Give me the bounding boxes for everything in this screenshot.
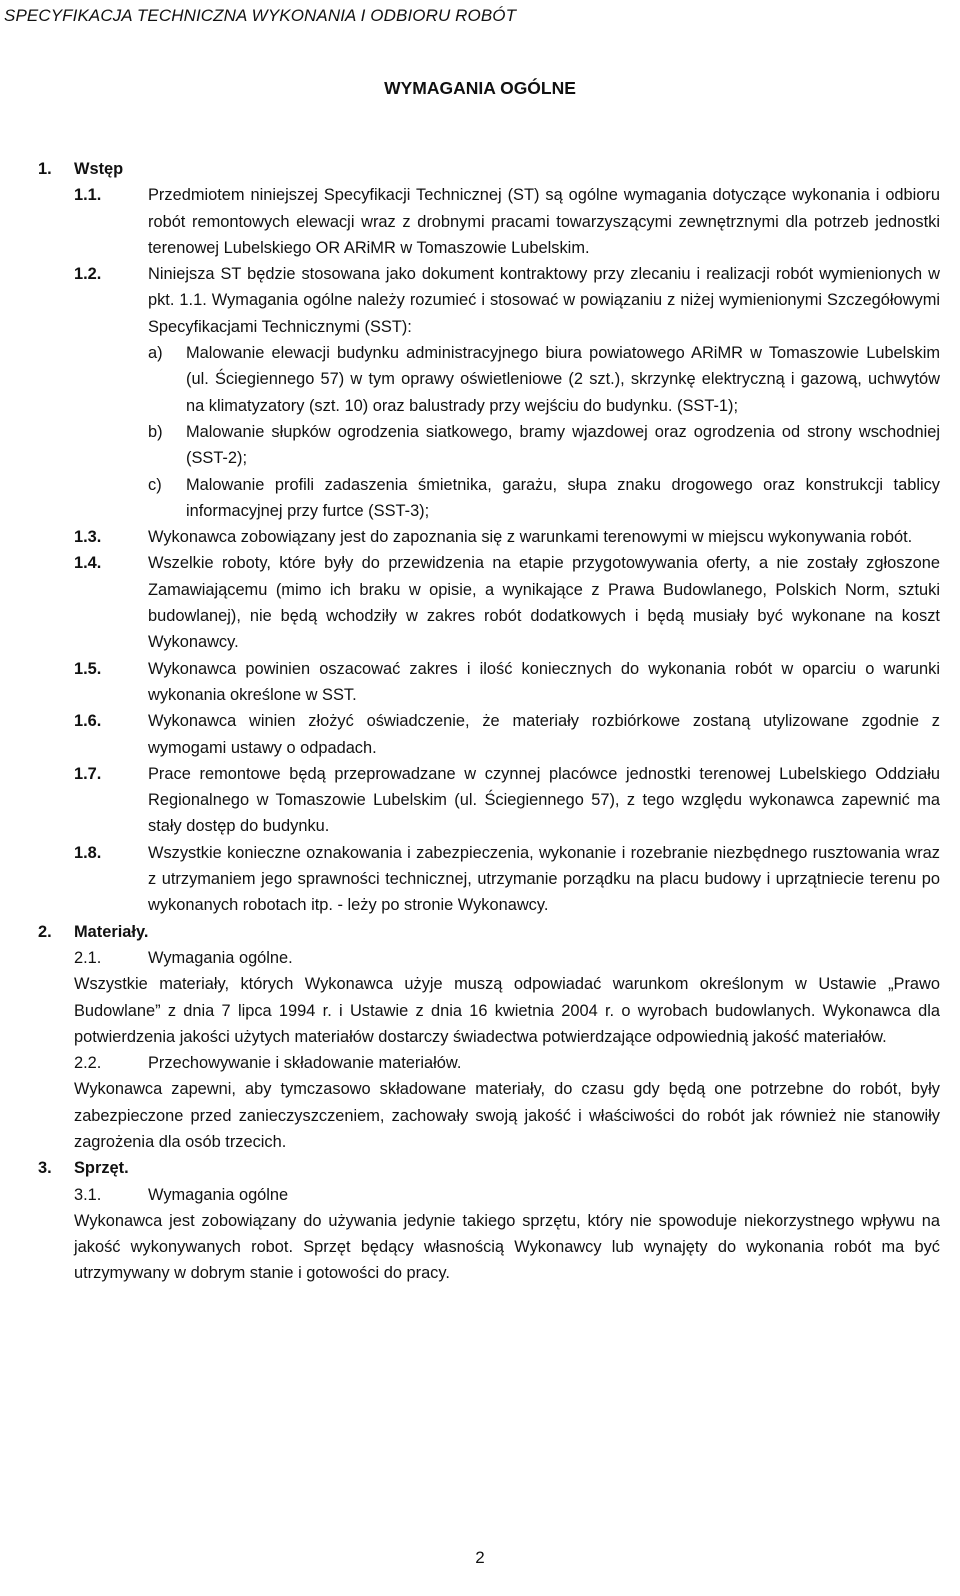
item-number: 1.4.: [74, 554, 102, 573]
section-number: 1.: [38, 160, 52, 178]
item-1-2: [74, 261, 940, 340]
list-item-a: [74, 340, 940, 419]
item-text: Wszelkie roboty, które były do przewidzenia na etapie przygotowywania oferty, a nie zostały zgłoszone Zamawiającemu (mimo ich braku w opisie, a wynikające z Prawa Budowlanego, Polskich Norm, sztuki budowlanej), nie będą wchodziły w zakres robót dodatkowych i będą musiały być wykonane na koszt Wykonawcy.: [148, 554, 940, 652]
section-heading-1: [38, 156, 940, 182]
subheading-number: 3.1.: [74, 1185, 102, 1204]
paragraph-3-1: Wykonawca jest zobowiązany do używania jedynie takiego sprzętu, który nie spowoduje niekorzystnego wpływu na jakość wykonywanych robot. Sprzęt będący własnością Wykonawcy lub wynajęty do wykonania robót ma być utrzymywany w dobrym stanie i gotowości do pracy.: [74, 1211, 940, 1283]
item-1-8: [74, 840, 940, 919]
list-label: c): [148, 475, 162, 494]
section-number: 2.: [38, 922, 52, 941]
subheading-number: 2.2.: [74, 1054, 102, 1073]
document-body: [38, 156, 940, 1287]
item-number: 1.3.: [74, 528, 102, 547]
item-number: 1.2.: [74, 265, 102, 284]
item-text: Wykonawca zobowiązany jest do zapoznania się z warunkami terenowymi w miejscu wykonywania robót.: [148, 528, 913, 547]
list-text: Malowanie elewacji budynku administracyjnego biura powiatowego ARiMR w Tomaszowie Lubelskim (ul. Ściegiennego 57) w tym oprawy oświetleniowe (2 szt.), skrzynkę elektryczną i gazową, uchwytów na klimatyzatory (szt. 10) oraz balustrady przy wejściu do budynku. (SST-1);: [186, 344, 940, 415]
page-title: WYMAGANIA OGÓLNE: [384, 78, 576, 98]
item-1-7: [74, 761, 940, 840]
section-number: 3.: [38, 1159, 52, 1178]
item-number: 1.8.: [74, 843, 102, 862]
paragraph-2-1: Wszystkie materiały, których Wykonawca użyje muszą odpowiadać warunkom określonym w Ustawie „Prawo Budowlane” z dnia 7 lipca 1994 r. i Ustawie z dnia 16 kwietnia 2004 r. o wyrobach budowlanych. Wykonawca dla potwierdzenia jakości użytych materiałów dostarczy świadectwa potwierdzające odpowiednią jakość materiałów.: [74, 975, 940, 1046]
item-1-3: [74, 524, 940, 550]
item-number: 1.5.: [74, 659, 102, 678]
item-number: 1.7.: [74, 764, 102, 783]
item-text: Przedmiotem niniejszej Specyfikacji Technicznej (ST) są ogólne wymagania dotyczące wykonania i odbioru robót remontowych elewacji wraz z drobnymi pracami towarzyszącymi zewnętrznymi dla potrzeb jednostki terenowej Lubelskiego OR ARiMR w Tomaszowie Lubelskim.: [148, 186, 940, 257]
section-heading-2: [38, 919, 940, 945]
subheading-text: Wymagania ogólne: [148, 1185, 289, 1204]
section-title: Wstęp: [74, 160, 124, 178]
page-number: 2: [475, 1548, 485, 1567]
item-1-1: [74, 182, 940, 261]
list-item-b: [74, 419, 940, 472]
subheading-3-1: [74, 1182, 940, 1208]
subheading-number: 2.1.: [74, 948, 102, 967]
list-text: Malowanie słupków ogrodzenia siatkowego, bramy wjazdowej oraz ogrodzenia od strony wschodniej (SST-2);: [186, 422, 940, 468]
running-header: SPECYFIKACJA TECHNICZNA WYKONANIA I ODBIORU ROBÓT: [4, 6, 517, 25]
list-item-c: [74, 472, 940, 525]
list-label: b): [148, 422, 163, 441]
subheading-text: Wymagania ogólne.: [148, 948, 293, 967]
section-title: Sprzęt.: [74, 1159, 129, 1178]
item-text: Wykonawca winien złożyć oświadczenie, że materiały rozbiórkowe zostaną utylizowane zgodnie z wymogami ustawy o odpadach.: [148, 712, 940, 757]
section-title: Materiały.: [74, 922, 149, 941]
list-label: a): [148, 344, 163, 363]
item-text: Wszystkie konieczne oznakowania i zabezpieczenia, wykonanie i rozebranie niezbędnego rusztowania wraz z utrzymaniem jego sprawności technicznej, utrzymanie porządku na placu budowy i uprzątniecie terenu po wykonanych robotach itp. - leży po stronie Wykonawcy.: [148, 843, 940, 915]
item-1-4: [74, 550, 940, 655]
list-text: Malowanie profili zadaszenia śmietnika, garażu, słupa znaku drogowego oraz konstrukcji tablicy informacyjnej przy furtce (SST-3);: [186, 475, 940, 520]
subheading-2-2: [74, 1050, 940, 1076]
subheading-2-1: [74, 945, 940, 971]
subheading-text: Przechowywanie i składowanie materiałów.: [148, 1054, 462, 1073]
paragraph-2-2: Wykonawca zapewni, aby tymczasowo składowane materiały, do czasu gdy będą one potrzebne do robót, były zabezpieczone przed zanieczyszczeniem, zachowały swoją jakość i właściwości do robót jak również nie stanowiły zagrożenia dla osób trzecich.: [74, 1080, 940, 1151]
item-number: 1.1.: [74, 186, 102, 205]
item-1-6: [74, 708, 940, 761]
item-number: 1.6.: [74, 712, 102, 731]
item-text: Wykonawca powinien oszacować zakres i ilość koniecznych do wykonania robót w oparciu o warunki wykonania określone w SST.: [148, 659, 940, 704]
item-text: Niniejsza ST będzie stosowana jako dokument kontraktowy przy zlecaniu i realizacji robót wymienionych w pkt. 1.1. Wymagania ogólne należy rozumieć i stosować w powiązaniu z niżej wymienionymi Szczegółowymi Specyfikacjami Technicznymi (SST):: [148, 265, 940, 336]
section-heading-3: [38, 1155, 940, 1181]
item-text: Prace remontowe będą przeprowadzane w czynnej placówce jednostki terenowej Lubelskiego Oddziału Regionalnego w Tomaszowie Lubelskim (ul. Ściegiennego 57), z tego względu wykonawca zapewnić ma stały dostęp do budynku.: [148, 764, 940, 836]
item-1-5: [74, 656, 940, 709]
